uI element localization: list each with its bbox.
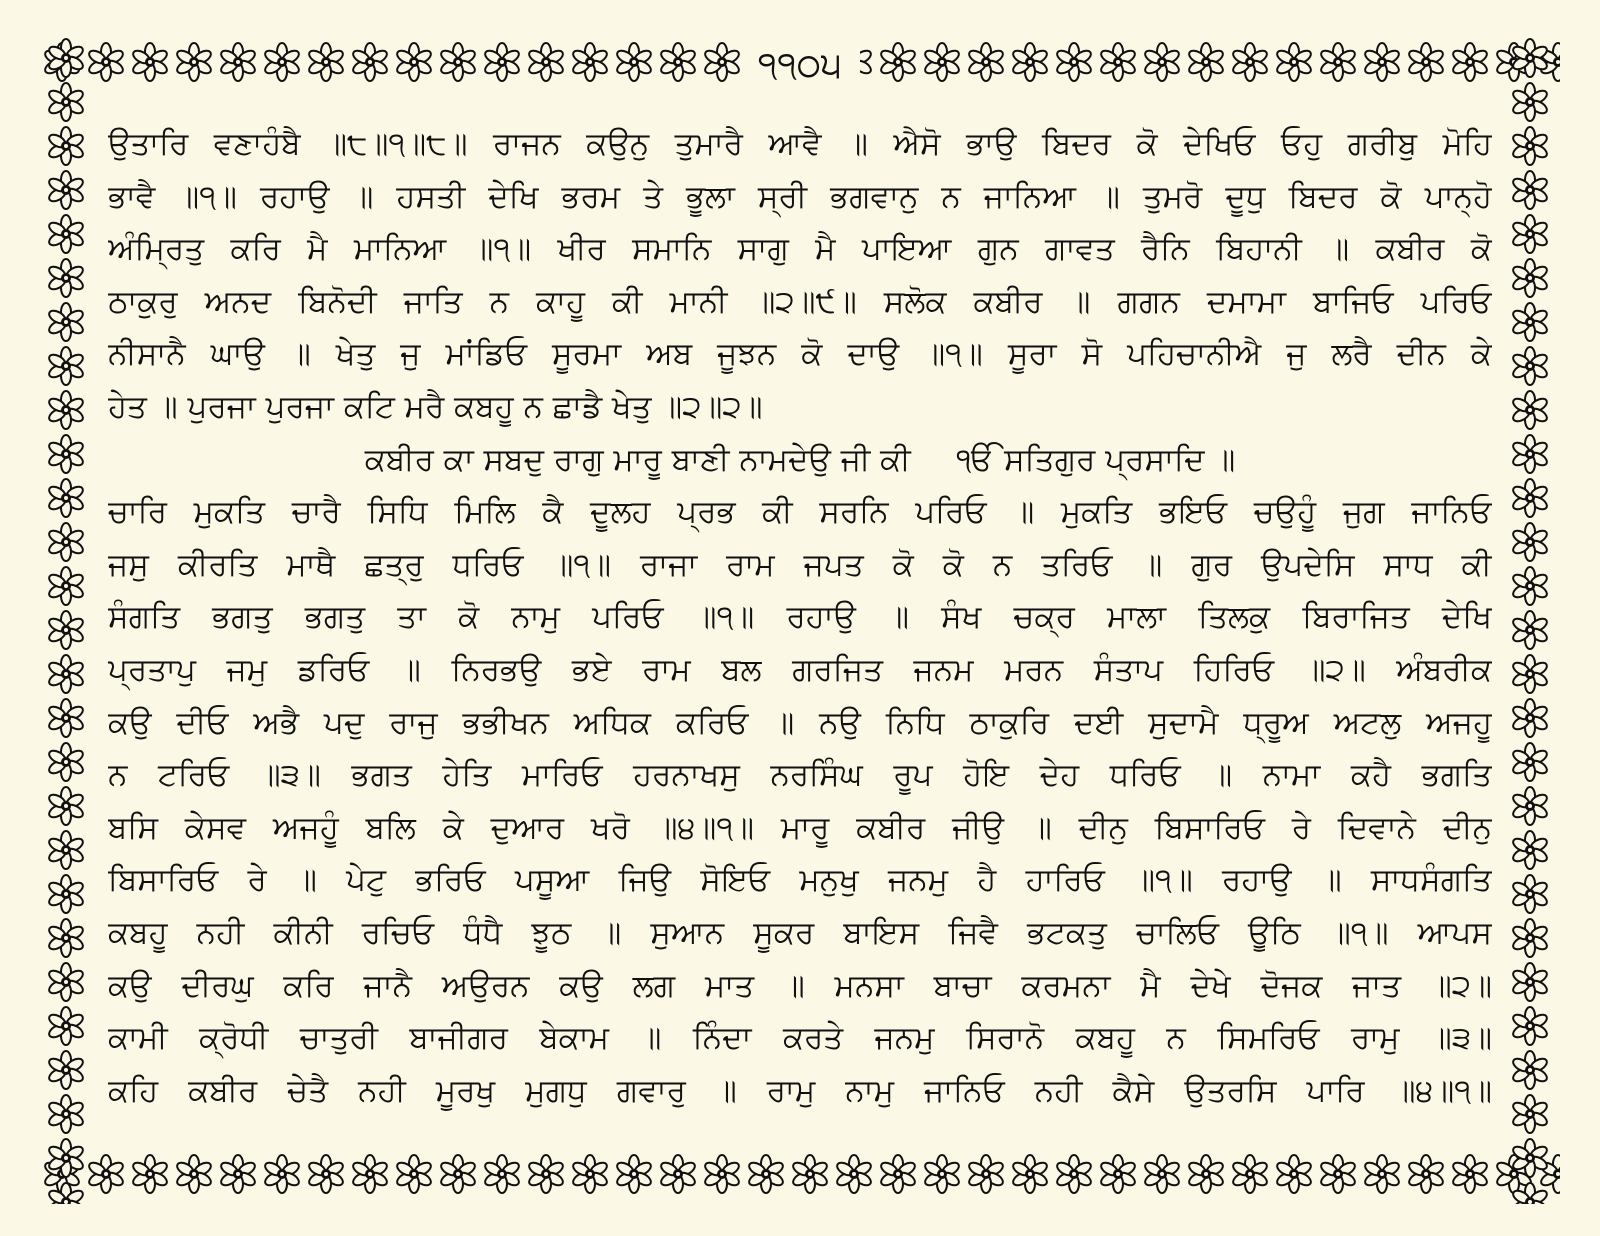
text-line: ਜਸੁ ਕੀਰਤਿ ਮਾਥੈ ਛਤ੍ਰੁ ਧਰਿਓ ॥੧॥ ਰਾਜਾ ਰਾਮ ਜਪਤ ਕੋ ਕੋ ਨ ਤਰਿਓ ॥ ਗੁਰ ਉਪਦੇਸਿ ਸਾਧ ਕੀ xyxy=(108,546,1492,583)
text-line: ਅੰਮ੍ਰਿਤੁ ਕਰਿ ਮੈ ਮਾਨਿਆ ॥੧॥ ਖੀਰ ਸਮਾਨਿ ਸਾਗੁ ਮੈ ਪਾਇਆ ਗੁਨ ਗਾਵਤ ਰੈਨਿ ਬਿਹਾਨੀ ॥ ਕਬੀਰ ਕੋ xyxy=(108,231,1492,268)
text-line: ਉਤਾਰਿ ਵਣਾਹੰਬੈ ॥੮॥੧॥੮॥ ਰਾਜਨ ਕਉਨੁ ਤੁਮਾਰੈ ਆਵੈ ॥ ਐਸੋ ਭਾਉ ਬਿਦਰ ਕੋ ਦੇਖਿਓ ਓਹੁ ਗਰੀਬੁ ਮੋਹਿ xyxy=(108,126,1492,162)
text-line: ਠਾਕੁਰੁ ਅਨਦ ਬਿਨੋਦੀ ਜਾਤਿ ਨ ਕਾਹੂ ਕੀ ਮਾਨੀ ॥੨॥੯॥ ਸਲੋਕ ਕਬੀਰ ॥ ਗਗਨ ਦਮਾਮਾ ਬਾਜਿਓ ਪਰਿਓ xyxy=(108,283,1492,320)
decorative-border-right xyxy=(1504,36,1560,1204)
text-line: ਬਿਸਾਰਿਓ ਰੇ ॥ ਪੇਟੁ ਭਰਿਓ ਪਸੂਆ ਜਿਉ ਸੋਇਓ ਮਨੁਖੁ ਜਨਮੁ ਹੈ ਹਾਰਿਓ ॥੧॥ ਰਹਾਉ ॥ ਸਾਧਸੰਗਤਿ xyxy=(108,862,1492,899)
text-line: ਨ ਟਰਿਓ ॥੩॥ ਭਗਤ ਹੇਤਿ ਮਾਰਿਓ ਹਰਨਾਖਸੁ ਨਰਸਿੰਘ ਰੂਪ ਹੋਇ ਦੇਹ ਧਰਿਓ ॥ ਨਾਮਾ ਕਹੈ ਭਗਤਿ xyxy=(108,757,1492,794)
text-line: ਕਉ ਦੀਓ ਅਭੈ ਪਦੁ ਰਾਜੁ ਭਭੀਖਨ ਅਧਿਕ ਕਰਿਓ ॥ ਨਉ ਨਿਧਿ ਠਾਕੁਰਿ ਦਈ ਸੁਦਾਮੈ ਧ੍ਰੂਅ ਅਟਲੁ ਅਜਹੂ xyxy=(108,704,1492,741)
text-line: ਭਾਵੈ ॥੧॥ ਰਹਾਉ ॥ ਹਸਤੀ ਦੇਖਿ ਭਰਮ ਤੇ ਭੂਲਾ ਸ੍ਰੀ ਭਗਵਾਨੁ ਨ ਜਾਨਿਆ ॥ ਤੁਮਰੋ ਦੂਧੁ ਬਿਦਰ ਕੋ ਪਾਨ੍ਹੋ xyxy=(108,178,1492,215)
mool-mantar-heading: ੴ ਸਤਿਗੁਰ ਪ੍ਰਸਾਦਿ ॥ xyxy=(956,441,1236,478)
text-line: ਚਾਰਿ ਮੁਕਤਿ ਚਾਰੈ ਸਿਧਿ ਮਿਲਿ ਕੈ ਦੂਲਹ ਪ੍ਰਭ ਕੀ ਸਰਨਿ ਪਰਿਓ ॥ ਮੁਕਤਿ ਭਇਓ ਚਉਹੂੰ ਜੁਗ ਜਾਨਿਓ xyxy=(108,494,1492,531)
page-number: ੧੧੦੫ xyxy=(740,40,860,92)
text-line: ਨੀਸਾਨੈ ਘਾਉ ॥ ਖੇਤੁ ਜੁ ਮਾਂਡਿਓ ਸੂਰਮਾ ਅਬ ਜੂਝਨ ਕੋ ਦਾਉ ॥੧॥ ਸੂਰਾ ਸੋ ਪਹਿਚਾਨੀਐ ਜੁ ਲਰੈ ਦੀਨ ਕੇ xyxy=(108,336,1492,373)
text-line: ਕਹਿ ਕਬੀਰ ਚੇਤੈ ਨਹੀ ਮੂਰਖੁ ਮੁਗਧੁ ਗਵਾਰੁ ॥ ਰਾਮੁ ਨਾਮੁ ਜਾਨਿਓ ਨਹੀ ਕੈਸੇ ਉਤਰਸਿ ਪਾਰਿ ॥੪॥੧॥ xyxy=(108,1072,1492,1109)
text-line: ਕਬਹੂ ਨਹੀ ਕੀਨੀ ਰਚਿਓ ਧੰਧੈ ਝੂਠ ॥ ਸੁਆਨ ਸੂਕਰ ਬਾਇਸ ਜਿਵੈ ਭਟਕਤੁ ਚਾਲਿਓ ਊਠਿ ॥੧॥ ਆਪਸ xyxy=(108,914,1492,951)
decorative-border-left xyxy=(40,36,96,1204)
text-line: ਕਉ ਦੀਰਘੁ ਕਰਿ ਜਾਨੈ ਅਉਰਨ ਕਉ ਲਗ ਮਾਤ ॥ ਮਨਸਾ ਬਾਚਾ ਕਰਮਨਾ ਮੈ ਦੇਖੇ ਦੋਜਕ ਜਾਤ ॥੨॥ xyxy=(108,967,1492,1004)
heading-title: ਕਬੀਰ ਕਾ ਸਬਦੁ ਰਾਗੁ ਮਾਰੂ ਬਾਣੀ ਨਾਮਦੇਉ ਜੀ ਕੀ xyxy=(364,441,911,478)
text-line: ਬਸਿ ਕੇਸਵ ਅਜਹੂੰ ਬਲਿ ਕੇ ਦੁਆਰ ਖਰੋ ॥੪॥੧॥ ਮਾਰੂ ਕਬੀਰ ਜੀਉ ॥ ਦੀਨੁ ਬਿਸਾਰਿਓ ਰੇ ਦਿਵਾਨੇ ਦੀਨੁ xyxy=(108,809,1492,846)
text-line: ਹੇਤ ॥ ਪੁਰਜਾ ਪੁਰਜਾ ਕਟਿ ਮਰੈ ਕਬਹੂ ਨ ਛਾਡੈ ਖੇਤੁ ॥੨॥੨॥ xyxy=(108,388,763,425)
section-heading xyxy=(108,434,1492,487)
text-line: ਕਾਮੀ ਕ੍ਰੋਧੀ ਚਾਤੁਰੀ ਬਾਜੀਗਰ ਬੇਕਾਮ ॥ ਨਿੰਦਾ ਕਰਤੇ ਜਨਮੁ ਸਿਰਾਨੋ ਕਬਹੂ ਨ ਸਿਮਰਿਓ ਰਾਮੁ ॥੩॥ xyxy=(108,1020,1492,1057)
text-line: ਪ੍ਰਤਾਪੁ ਜਮੁ ਡਰਿਓ ॥ ਨਿਰਭਉ ਭਏ ਰਾਮ ਬਲ ਗਰਜਿਤ ਜਨਮ ਮਰਨ ਸੰਤਾਪ ਹਿਰਿਓ ॥੨॥ ਅੰਬਰੀਕ xyxy=(108,651,1492,688)
gurbani-text xyxy=(108,118,1492,1138)
text-line: ਸੰਗਤਿ ਭਗਤੁ ਭਗਤੁ ਤਾ ਕੋ ਨਾਮੁ ਪਰਿਓ ॥੧॥ ਰਹਾਉ ॥ ਸੰਖ ਚਕ੍ਰ ਮਾਲਾ ਤਿਲਕੁ ਬਿਰਾਜਿਤ ਦੇਖਿ xyxy=(108,599,1492,636)
decorative-border-bottom xyxy=(40,1148,1560,1204)
